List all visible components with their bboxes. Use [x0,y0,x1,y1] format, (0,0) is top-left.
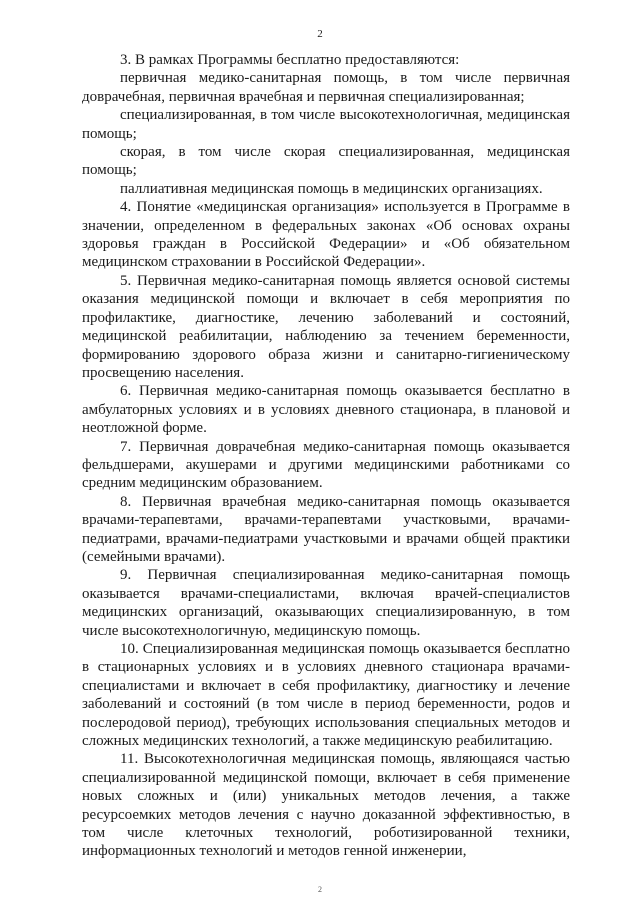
paragraph-3-item-palliative-care: паллиативная медицинская помощь в медицинских организациях. [120,180,543,197]
paragraph-6: 6. Первичная медико-санитарная помощь оказывается бесплатно в амбулаторных условиях и в условиях дневного стационара, в плановой и неотложной форме. [82,383,570,437]
page-number: 2 [317,28,323,40]
paragraph-10: 10. Специализированная медицинская помощь оказывается бесплатно в стационарных условиях и в условиях дневного стационара врачами-специалистами и включает в себя профилактику, диагностику и лечение заболеваний и состояний (в том числе в период беременности, родов и послеродовой период), требующих использования специальных методов и сложных медицинских технологий, а также медицинскую реабилитацию. [82,641,570,750]
paragraph-3-item-specialized-care: специализированная, в том числе высокотехнологичная, медицинская помощь; [82,107,570,142]
bottom-page-mark: 2 [318,885,322,894]
paragraph-3: 3. В рамках Программы бесплатно предоставляются: [120,52,460,68]
paragraph-3-item-primary-care: первичная медико-санитарная помощь, в том числе первичная доврачебная, первичная врачебная и первичная специализированная; [82,70,570,105]
document-body [82,51,570,861]
paragraph-3-item-emergency-care: скорая, в том числе скорая специализированная, медицинская помощь; [82,144,570,179]
paragraph-4: 4. Понятие «медицинская организация» используется в Программе в значении, определенном в федеральных законах «Об основах охраны здоровья граждан в Российской Федерации» и «Об обязательном медицинском страховании в Российской Федерации». [82,199,570,271]
paragraph-11: 11. Высокотехнологичная медицинская помощь, являющаяся частью специализированной медицинской помощи, включает в себя применение новых сложных и (или) уникальных методов лечения, а также ресурсоемких методов лечения с научно доказанной эффективностью, в том числе клеточных технологий, роботизированной техники, информационных технологий и методов генной инженерии, [82,751,570,860]
paragraph-5: 5. Первичная медико-санитарная помощь является основой системы оказания медицинской помощи и включает в себя мероприятия по профилактике, диагностике, лечению заболеваний и состояний, медицинской реабилитации, наблюдению за течением беременности, формированию здорового образа жизни и санитарно-гигиеническому просвещению населения. [82,272,570,381]
paragraph-7: 7. Первичная доврачебная медико-санитарная помощь оказывается фельдшерами, акушерами и другими медицинскими работниками со средним медицинским образованием. [82,438,570,492]
paragraph-9: 9. Первичная специализированная медико-санитарная помощь оказывается врачами-специалистами, включая врачей-специалистов медицинских организаций, оказывающих специализированную, в том числе высокотехнологичную, медицинскую помощь. [82,567,570,639]
paragraph-8: 8. Первичная врачебная медико-санитарная помощь оказывается врачами-терапевтами, врачами-терапевтами участковыми, врачами-педиатрами, врачами-педиатрами участковыми и врачами общей практики (семейными врачами). [82,493,570,565]
